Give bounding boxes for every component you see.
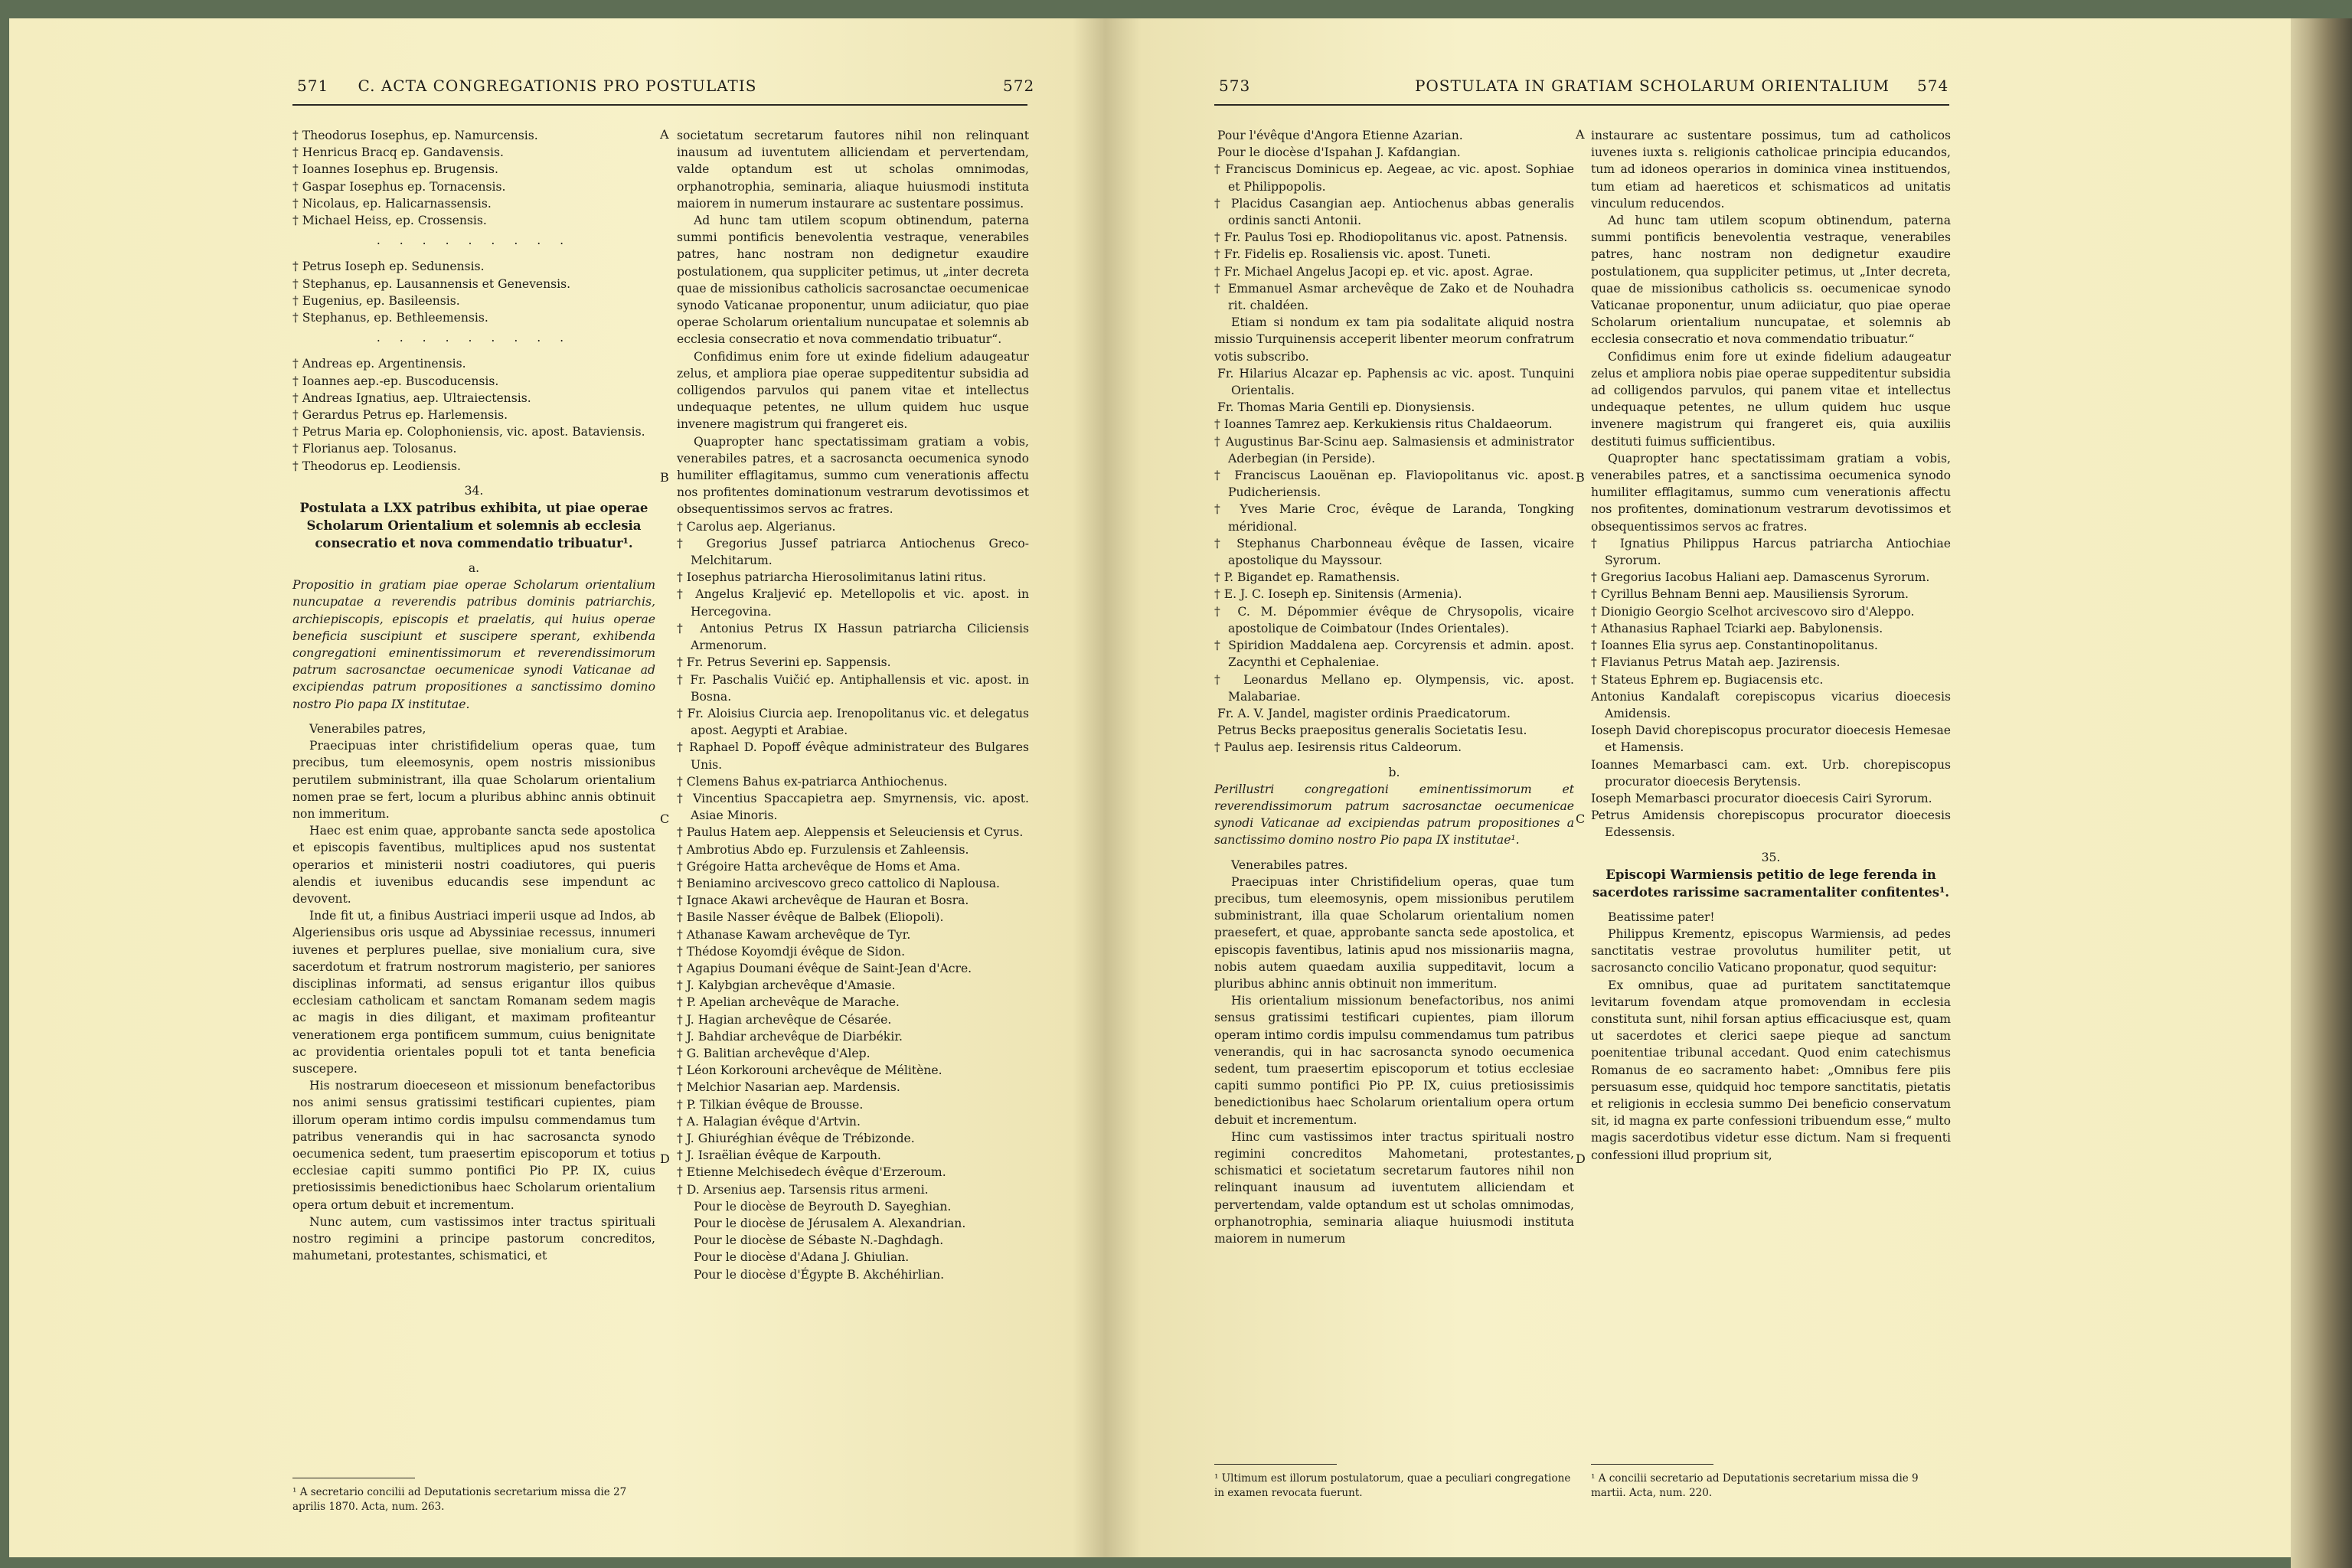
- list-item: † Ioannes Iosephus ep. Brugensis.: [292, 162, 498, 177]
- signatory: † P. Tilkian évêque de Brousse.: [677, 1097, 864, 1112]
- signatory: Pour le diocèse de Jérusalem A. Alexandrian.: [694, 1217, 966, 1230]
- signatory: Ioseph David chorepiscopus procurator dioecesis Hemesae et Hamensis.: [1591, 724, 1951, 755]
- margin-marker: D: [1576, 1152, 1586, 1166]
- signatory: † C. M. Dépommier évêque de Chrysopolis, vicaire apostolique de Coimbatour (Indes Orientales).: [1214, 604, 1574, 635]
- signatory: † Flavianus Petrus Matah aep. Jazirensis.: [1591, 655, 1841, 670]
- dotted-separator: . . . . . . . . .: [376, 331, 572, 345]
- signatory: † Franciscus Laouënan ep. Flaviopolitanus vic. apost. Pudicheriensis.: [1214, 469, 1574, 500]
- salutation: Venerabiles patres.: [1231, 858, 1348, 872]
- signatory: † Placidus Casangian aep. Antiochenus abbas generalis ordinis sancti Antonii.: [1214, 196, 1574, 228]
- margin-marker: D: [660, 1152, 670, 1166]
- signatory: † P. Bigandet ep. Ramathensis.: [1214, 570, 1400, 585]
- list-item: † Petrus Ioseph ep. Sedunensis.: [292, 260, 485, 274]
- signatory: † Fr. Paschalis Vuičić ep. Antiphallensis et vic. apost. in Bosna.: [677, 672, 1029, 704]
- signatory: † Athanase Kawam archevêque de Tyr.: [677, 927, 911, 942]
- signatory: Pour l'évêque d'Angora Etienne Azarian.: [1217, 129, 1463, 142]
- signatory: † Fr. Aloisius Ciurcia aep. Irenopolitanus vic. et delegatus apost. Aegypti et Arabiae.: [677, 706, 1029, 738]
- signatory: Pour le diocèse d'Ispahan J. Kafdangian.: [1217, 145, 1461, 160]
- margin-marker: B: [660, 470, 669, 485]
- left-running-title: C. ACTA CONGREGATIONIS PRO POSTULATIS: [358, 77, 757, 95]
- list-item: † Andreas Ignatius, aep. Ultraiectensis.: [292, 390, 531, 405]
- page-number-571: 571: [297, 77, 329, 95]
- signatory: † Cyrillus Behnam Benni aep. Mausiliensis Syrorum.: [1591, 587, 1909, 602]
- signatory: † Melchior Nasarian aep. Mardensis.: [677, 1080, 900, 1095]
- signatory: Pour le diocèse d'Égypte B. Akchéhirlian.: [694, 1267, 945, 1282]
- signatory: † Ambrotius Abdo ep. Furzulensis et Zahleensis.: [677, 842, 969, 857]
- salutation: Venerabiles patres,: [309, 721, 426, 736]
- signatory: † J. Kalybgian archevêque d'Amasie.: [677, 978, 896, 993]
- paragraph: Praecipuas inter Christifidelium operas, quae tum precibus, tum eleemosynis, opem missionibus perutilem subministrant, illa quae Scholarum orientalium nomen praesefert, et quae, approbante sancta sede apostolica, et episcopis faventibus, latinis apud nos missionariis magna, nobis autem quaedam auxilia suppeditavit, locum a pluribus abhinc annis obtinuit non immeritum.: [1214, 874, 1574, 991]
- list-item: † Andreas ep. Argentinensis.: [292, 357, 466, 371]
- signatory: † Iosephus patriarcha Hierosolimitanus latini ritus.: [677, 570, 986, 585]
- signatory: † Yves Marie Croc, évêque de Laranda, Tongking méridional.: [1214, 502, 1574, 534]
- list-item: † Stephanus, ep. Bethleemensis.: [292, 311, 488, 325]
- paragraph: Philippus Krementz, episcopus Warmiensis, ad pedes sanctitatis vestrae provolutus humiliter petit, ut sacrosancto concilio Vaticano proponatur, quod sequitur:: [1591, 926, 1951, 975]
- signatory: † Paulus Hatem aep. Aleppensis et Seleuciensis et Cyrus.: [677, 825, 1024, 840]
- signatory: † Raphael D. Popoff évêque administrateur des Bulgares Unis.: [677, 740, 1029, 772]
- footnote: ¹ A secretario concilii ad Deputationis secretarium missa die 27 aprilis 1870. Acta, num. 263.: [292, 1486, 627, 1513]
- signatory: Pour le diocèse d'Adana J. Ghiulian.: [694, 1250, 910, 1265]
- header-rule: [1214, 104, 1949, 106]
- signatory: Pour le diocèse de Beyrouth D. Sayeghian.: [694, 1199, 952, 1214]
- signatory: Fr. Thomas Maria Gentili ep. Dionysiensis.: [1217, 400, 1475, 415]
- paragraph: Inde fit ut, a finibus Austriaci imperii usque ad Indos, ab Algeriensibus oris usque ad Abyssiniae recessus, innumeri iuvenes et perplures puellae, sive monialium cura, sive sacerdotum et fratrum nostrorum magisterio, per saniores disciplinas informati, ad sensus erigantur illos quibus ecclesiam catholicam et sanctam Romanam sedem magis ac magis in dies diligant, et maximam profiteantur venerationem erga pontificem summum, cuius benignitate ac providentia orientales populi tot et tanta beneficia suscepere.: [292, 909, 655, 1076]
- signatory: † Augustinus Bar-Scinu aep. Salmasiensis et administrator Aderbegian (in Perside).: [1214, 434, 1574, 466]
- signatory: † Stephanus Charbonneau évêque de Iassen, vicaire apostolique du Mayssour.: [1214, 536, 1574, 568]
- signatory: † Dionigio Georgio Scelhot arcivescovo siro d'Aleppo.: [1591, 604, 1915, 619]
- footnote: ¹ A concilii secretario ad Deputationis secretarium missa die 9 martii. Acta, num. 220.: [1591, 1472, 1919, 1499]
- signatory: † Léon Korkorouni archevêque de Mélitène.: [677, 1063, 942, 1078]
- section-number: 35.: [1761, 850, 1781, 864]
- signatory: † Gregorius Jussef patriarca Antiochenus Greco-Melchitarum.: [677, 536, 1029, 568]
- signatory: † Leonardus Mellano ep. Olympensis, vic. apost. Malabariae.: [1214, 672, 1574, 704]
- right-page-spread: [1106, 18, 2291, 1557]
- signatory: † J. Hagian archevêque de Césarée.: [677, 1012, 892, 1027]
- list-item: † Ioannes aep.-ep. Buscoducensis.: [292, 374, 499, 388]
- signatory: † Emmanuel Asmar archevêque de Zako et de Nouhadra rit. chaldéen.: [1214, 281, 1574, 313]
- signatory: † Grégoire Hatta archevêque de Homs et Ama.: [677, 859, 961, 874]
- footnote-rule: [1591, 1464, 1713, 1465]
- page-number-572: 572: [1003, 77, 1035, 95]
- list-item: † Michael Heiss, ep. Crossensis.: [292, 214, 487, 228]
- signatory: † Spiridion Maddalena aep. Corcyrensis et admin. apost. Zacynthi et Cephaleniae.: [1214, 639, 1574, 670]
- footnote: ¹ Ultimum est illorum postulatorum, quae a peculiari congregatione in examen revocata fuerunt.: [1214, 1472, 1571, 1499]
- signatory: † Fr. Michael Angelus Jacopi ep. et vic. apost. Agrae.: [1214, 264, 1534, 279]
- paragraph: Praecipuas inter christifidelium operas quae, tum precibus, tum eleemosynis, opem nostris missionibus perutilem subministrant, illa quae Scholarum orientalium nomen prae se fert, locum a pluribus abhinc annis obtinuit non immeritum.: [292, 739, 655, 821]
- list-item: † Gaspar Iosephus ep. Tornacensis.: [292, 179, 506, 194]
- signatory: † Angelus Kraljević ep. Metellopolis et vic. apost. in Hercegovina.: [677, 587, 1029, 619]
- paragraph: Confidimus enim fore ut exinde fidelium adaugeatur zelus et ampliora nobis piae operae suppeditentur subsidia ad colligendos parvulos, qui panem vitae et intellectus undequaque petentes, ne ullum quidem huc usque invenere magistrum qui frangeret eis, quia auxiliis destituti fuimus sufficientibus.: [1591, 349, 1951, 449]
- signatory: † Athanasius Raphael Tciarki aep. Babylonensis.: [1591, 621, 1883, 635]
- header-rule: [292, 104, 1027, 106]
- signatory: † Fr. Paulus Tosi ep. Rhodiopolitanus vic. apost. Patnensis.: [1214, 230, 1568, 245]
- footnote-rule: [1214, 1464, 1337, 1465]
- signatory: Ioannes Memarbasci cam. ext. Urb. chorepiscopus procurator dioecesis Berytensis.: [1591, 757, 1951, 789]
- paragraph: Confidimus enim fore ut exinde fidelium adaugeatur zelus, et ampliora piae operae suppeditentur subsidia ad colligendos parvulos qui panem vitae et intellectus undequaque petentes, ne ullum quidem huc usque invenere magistrum qui frangeret eis.: [677, 349, 1029, 432]
- signatory: † Vincentius Spaccapietra aep. Smyrnensis, vic. apost. Asiae Minoris.: [677, 791, 1029, 823]
- signatory: † G. Balitian archevêque d'Alep.: [677, 1046, 871, 1060]
- column-574: [1591, 127, 1951, 1164]
- subsection-label: a.: [468, 561, 480, 576]
- page-number-573: 573: [1219, 77, 1251, 95]
- signatory: † Paulus aep. Iesirensis ritus Caldeorum.: [1214, 740, 1462, 755]
- section-heading: Postulata a LXX patribus exhibita, ut piae operae Scholarum Orientalium et solemnis ab ecclesia consecratio et nova commendatio tribuatur¹.: [299, 501, 648, 551]
- signatory: † Ignatius Philippus Harcus patriarcha Antiochiae Syrorum.: [1591, 536, 1951, 568]
- signatory: † J. Bahdiar archevêque de Diarbékir.: [677, 1029, 903, 1044]
- paragraph: Ad hunc tam utilem scopum obtinendum, paterna summi pontificis benevolentia vestraque, venerabiles patres, hanc nostram non dedignetur exaudire postulationem, qua suppliciter petimus, ut „Inter decreta, quae de missionibus catholicis ss. oecumenicae synodo Vaticanae proponentur, unum adiiciatur, quo piae operae Scholarum orientalium nuncupatae, et solemnis ab ecclesia consecratio et nova commendatio tribuatur.“: [1591, 214, 1951, 347]
- signatory: † Clemens Bahus ex-patriarca Anthiochenus.: [677, 774, 948, 789]
- left-page-spread: [9, 18, 1106, 1557]
- signatory: Fr. Hilarius Alcazar ep. Paphensis ac vic. apost. Tunquini Orientalis.: [1217, 366, 1574, 398]
- paragraph: Etiam si nondum ex tam pia sodalitate aliquid nostra missio Turquinensis acceperit libenter meorum confratrum votis subscribo.: [1214, 315, 1574, 364]
- proposition-intro: Propositio in gratiam piae operae Scholarum orientalium nuncupatae a reverendis patribus dominis patriarchis, archiepiscopis, episcopis et praelatis, qui huius operae beneficia suscipiunt et suscipere sperant, exhibenda congregationi eminentissimorum et reverendissimorum patrum sacrosanctae oecumenicae synodi Vaticanae ad excipiendas patrum propositiones a sanctissimo domino nostro Pio papa IX institutae.: [292, 578, 655, 711]
- margin-marker: A: [1576, 127, 1585, 142]
- paragraph: Ex omnibus, quae ad puritatem sanctitatemque levitarum fovendam atque promovendam in ecclesia constituta sunt, nihil forsan aptius efficaciusque est, quam ut sacerdotes et clerici saepe pieque ad sanctum poenitentiae tribunal accedant. Quod enim catechismus Romanus de eo sacramento habet: „Omnibus fere piis persuasum esse, quidquid hoc tempore sanctitatis, pietatis et religionis in ecclesia summo Dei beneficio conservatum sit, id magna ex parte confessioni tribuendum esse,“ multo magis sacerdotibus videtur esse dictum. Nam si frequenti confessioni illud proprium sit,: [1591, 978, 1951, 1162]
- signatory: † E. J. C. Ioseph ep. Sinitensis (Armenia).: [1214, 587, 1462, 602]
- paragraph: His orientalium missionum benefactoribus, nos animi sensus gratissimi testificari cupientes, piam illorum operam intimo cordis impulsu commendamus tum patribus venerandis, qui in hac sacrosancta synodo oecumenica sedent, tum praesertim episcoporum et totius ecclesiae capiti summo pontifici Pio PP. IX, cuius pretiosissimis benedictionibus haec Scholarum orientalium opera ortum debuit et incrementum.: [1214, 994, 1574, 1127]
- list-item: † Stephanus, ep. Lausannensis et Genevensis.: [292, 276, 571, 291]
- signatory: Pour le diocèse de Sébaste N.-Daghdagh.: [694, 1233, 944, 1248]
- section-heading: Episcopi Warmiensis petitio de lege ferenda in sacerdotes rarissime sacramentaliter confitentes¹.: [1592, 867, 1950, 900]
- list-item: † Gerardus Petrus ep. Harlemensis.: [292, 408, 508, 423]
- signatory: † Beniamino arcivescovo greco cattolico di Naplousa.: [677, 876, 1000, 890]
- signatory: † J. Ghiuréghian évêque de Trébizonde.: [677, 1131, 915, 1145]
- signatory: † Antonius Petrus IX Hassun patriarcha Ciliciensis Armenorum.: [677, 621, 1029, 653]
- page-edges: [2291, 18, 2352, 1568]
- signatory: Antonius Kandalaft corepiscopus vicarius dioecesis Amidensis.: [1591, 689, 1951, 720]
- proposition-intro: Perillustri congregationi eminentissimorum et reverendissimorum patrum sacrosanctae oecumenicae synodi Vaticanae ad excipiendas patrum propositiones a sanctissimo domino nostro Pio papa IX institutae¹.: [1214, 782, 1574, 848]
- signatory: † P. Apelian archevêque de Marache.: [677, 995, 900, 1010]
- right-running-title: POSTULATA IN GRATIAM SCHOLARUM ORIENTALIUM: [1414, 77, 1890, 95]
- paragraph: Quapropter hanc spectatissimam gratiam a vobis, venerabiles patres, et a sanctissima oecumenica synodo humiliter efflagitamus, summo cum venerationis affectu nos profitentes, dominationum vestrarum devotissimos et obsequentissimos servos ac fratres.: [1591, 451, 1951, 534]
- list-item: † Petrus Maria ep. Colophoniensis, vic. apost. Bataviensis.: [292, 425, 645, 439]
- signatory: † Etienne Melchisedech évêque d'Erzeroum.: [677, 1165, 946, 1180]
- paragraph: societatum secretarum fautores nihil non relinquant inausum ad iuventutem alliciendam et pervertendam, valde optandum est ut scholas omnimodas, orphanotrophia, seminaria, aliaque huiusmodi instituta maiorem in numerum instaurare ac sustentare possimus.: [677, 129, 1029, 211]
- signatory: † Ignace Akawi archevêque de Hauran et Bosra.: [677, 893, 969, 908]
- paragraph: Haec est enim quae, approbante sancta sede apostolica et episcopis faventibus, multiplices apud nos sustentat operarios et ministerii nostri coadiutores, qui pueris alendis et iuvenibus educandis sese impendunt ac devovent.: [292, 824, 655, 906]
- signatory: Fr. A. V. Jandel, magister ordinis Praedicatorum.: [1217, 706, 1511, 720]
- column-571: [292, 127, 655, 1264]
- paragraph: Quapropter hanc spectatissimam gratiam a vobis, venerabiles patres, et a sacrosancta oecumenica synodo humiliter efflagitamus, summo cum venerationis affectu nos profitentes dominationum vestrarum devotissimos et obsequentissimos servos ac fratres.: [677, 434, 1029, 517]
- paragraph: Hinc cum vastissimos inter tractus spirituali nostro regimini concreditos Mahometani, protestantes, schismatici et societatum secretarum fautores nihil non relinquant inausum ad iuventutem alliciendam et pervertendam, valde optandum est ut scholas omnimodas, orphanotrophia, seminaria aliaque huiusmodi instituta maiorem in numerum: [1214, 1129, 1574, 1246]
- list-item: † Nicolaus, ep. Halicarnassensis.: [292, 196, 492, 211]
- signatory: † A. Halagian évêque d'Artvin.: [677, 1114, 861, 1129]
- dotted-separator: . . . . . . . . .: [376, 234, 572, 248]
- margin-marker: C: [660, 812, 670, 826]
- signatory: † Fr. Petrus Severini ep. Sappensis.: [677, 655, 891, 670]
- page-number-574: 574: [1917, 77, 1949, 95]
- signatory: † D. Arsenius aep. Tarsensis ritus armeni.: [677, 1182, 929, 1197]
- column-573: [1214, 127, 1574, 1247]
- signatory: † Gregorius Iacobus Haliani aep. Damascenus Syrorum.: [1591, 570, 1930, 585]
- signatory: † Fr. Fidelis ep. Rosaliensis vic. apost. Tuneti.: [1214, 247, 1491, 262]
- list-item: † Theodorus Iosephus, ep. Namurcensis.: [292, 129, 538, 142]
- margin-marker: A: [660, 127, 669, 142]
- paragraph: His nostrarum dioeceseon et missionum benefactoribus nos animi sensus gratissimi testificari cupientes, piam illorum operam intimo cordis impulsu commendamus tum patribus venerandis qui in hac sacrosancta synodo oecumenica sedent, tum praesertim episcoporum et totius ecclesiae capiti summo pontifici Pio PP. IX, cuius pretiosissimis benedictionibus haec Scholarum orientalium opera ortum debuit et incrementum.: [292, 1079, 655, 1212]
- subsection-label: b.: [1388, 765, 1400, 779]
- paragraph: Nunc autem, cum vastissimos inter tractus spirituali nostro regimini a principe pastorum concreditos, mahumetani, protestantes, schismatici, et: [292, 1214, 655, 1263]
- list-item: † Theodorus ep. Leodiensis.: [292, 459, 461, 473]
- signatory: † Franciscus Dominicus ep. Aegeae, ac vic. apost. Sophiae et Philippopolis.: [1214, 162, 1574, 194]
- signatory: Ioseph Memarbasci procurator dioecesis Cairi Syrorum.: [1591, 791, 1932, 805]
- signatory: † Agapius Doumani évêque de Saint-Jean d'Acre.: [677, 961, 972, 975]
- list-item: † Henricus Bracq ep. Gandavensis.: [292, 145, 504, 160]
- signatory: † Stateus Ephrem ep. Bugiacensis etc.: [1591, 672, 1824, 687]
- signatory: † Basile Nasser évêque de Balbek (Eliopoli).: [677, 910, 944, 925]
- column-572: [677, 127, 1029, 1283]
- list-item: † Eugenius, ep. Basileensis.: [292, 293, 460, 308]
- signatory: † Ioannes Tamrez aep. Kerkukiensis ritus Chaldaeorum.: [1214, 417, 1553, 432]
- margin-marker: B: [1576, 470, 1585, 485]
- signatory: † Thédose Koyomdji évêque de Sidon.: [677, 944, 906, 959]
- paragraph: Ad hunc tam utilem scopum obtinendum, paterna summi pontificis benevolentia vestraque, venerabiles patres, hanc nostram non dedignetur exaudire postulationem, qua suppliciter petimus, ut „inter decreta quae de missionibus catholicis sacrosanctae oecumenicae synodo Vaticanae proponentur, unum adiiciatur, quo piae operae Scholarum orientalium nuncupatae et solemnis ab ecclesia consecratio et nova commendatio tribuatur“.: [677, 214, 1029, 347]
- signatory: † Ioannes Elia syrus aep. Constantinopolitanus.: [1591, 639, 1878, 653]
- margin-marker: C: [1576, 812, 1586, 826]
- signatory: † J. Israëlian évêque de Karpouth.: [677, 1148, 881, 1163]
- list-item: † Florianus aep. Tolosanus.: [292, 442, 457, 456]
- paragraph: instaurare ac sustentare possimus, tum ad catholicos iuvenes iuxta s. religionis catholicae principia educandos, tum ad idoneos operarios in dominica vinea instituendos, tum etiam ad haereticos et schismaticos ad unitatis vinculum reducendos.: [1591, 129, 1951, 211]
- signatory: † Carolus aep. Algerianus.: [677, 519, 836, 534]
- salutation: Beatissime pater!: [1608, 910, 1715, 924]
- signatory: Petrus Becks praepositus generalis Societatis Iesu.: [1217, 724, 1527, 738]
- signatory: Petrus Amidensis chorepiscopus procurator dioecesis Edessensis.: [1591, 808, 1951, 840]
- section-number: 34.: [464, 483, 484, 498]
